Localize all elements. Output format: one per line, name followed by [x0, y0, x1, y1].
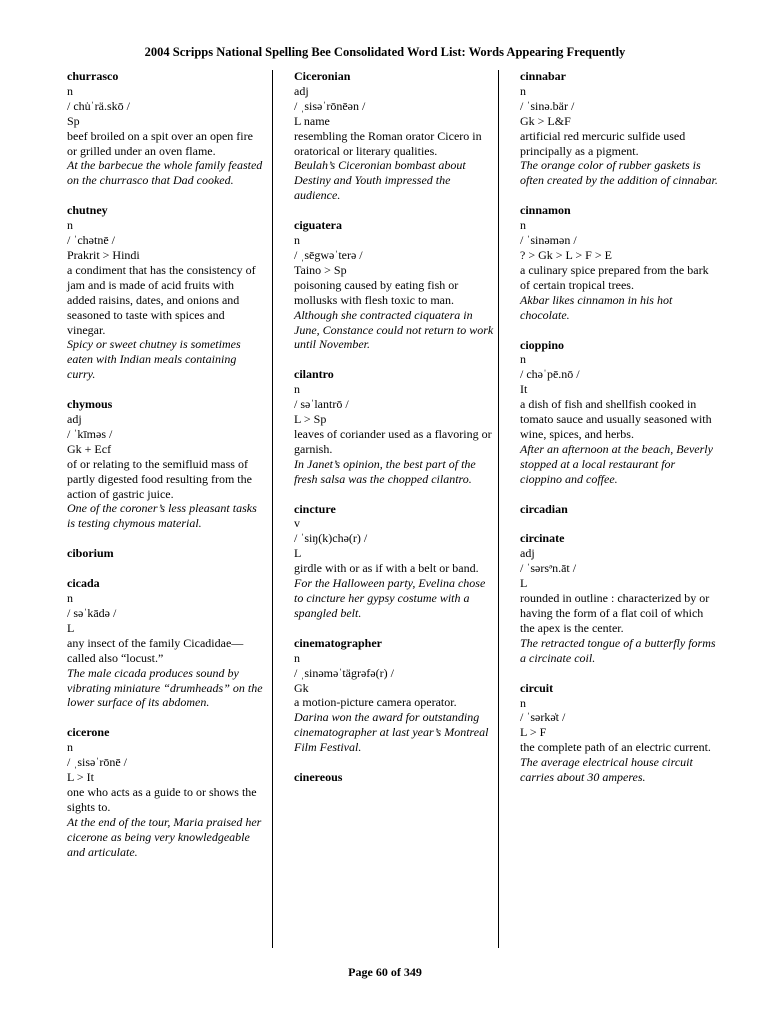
word-entry — [294, 69, 494, 203]
entry-etymology: Taino > Sp — [294, 262, 347, 277]
entry-definition: artificial red mercuric sulfide used principally as a pigment. — [520, 128, 686, 158]
entry-definition: the complete path of an electric current. — [520, 740, 711, 755]
word-entry — [294, 218, 494, 352]
entry-word: cicerone — [67, 725, 110, 740]
entry-etymology: Gk — [294, 680, 309, 695]
entry-definition: any insect of the family Cicadidae—called also “locust.” — [67, 635, 244, 665]
entry-word: circinate — [520, 531, 565, 546]
entry-pronunciation: / ˈsinə.bär / — [520, 98, 575, 113]
entry-example-sentence: At the end of the tour, Maria praised her cicerone as being very knowledgeable and articulate. — [67, 814, 262, 859]
entry-pronunciation: / səˈkādə / — [67, 606, 117, 620]
word-entry — [67, 576, 265, 710]
entry-pronunciation: / ˌsēgwəˈterə / — [294, 247, 363, 262]
column-divider — [272, 70, 273, 948]
word-entry — [520, 531, 720, 665]
entry-definition: of or relating to the semifluid mass of partly digested food resulting from the action of gastric juice. — [67, 456, 252, 501]
entry-word: cilantro — [294, 367, 334, 382]
entry-pronunciation: / ˈkīməs / — [67, 426, 113, 441]
entry-part-of-speech: n — [520, 218, 526, 233]
entry-definition: a culinary spice prepared from the bark of certain tropical trees. — [520, 262, 709, 292]
entry-part-of-speech: n — [67, 740, 73, 755]
entry-pronunciation: / ˈsinəmən / — [520, 233, 577, 248]
entry-example-sentence: Darina won the award for outstanding cinematographer at last year’s Montreal Film Festival. — [294, 710, 489, 755]
entry-pronunciation: / səˈlantrō / — [294, 397, 349, 412]
entry-part-of-speech: adj — [294, 83, 309, 98]
entry-part-of-speech: n — [67, 218, 73, 233]
word-column-1 — [67, 69, 265, 875]
entry-example-sentence: Beulah’s Ciceronian bombast about Destiny and Youth impressed the audience. — [294, 158, 466, 203]
word-entry — [294, 636, 494, 755]
entry-pronunciation: / chəˈpē.nō / — [520, 367, 580, 382]
entry-example-sentence: The average electrical house circuit carries about 30 amperes. — [520, 755, 693, 785]
entry-part-of-speech: n — [294, 233, 300, 248]
word-entry — [67, 725, 265, 859]
entry-etymology: Sp — [67, 113, 80, 128]
entry-definition: rounded in outline : characterized by or having the form of a flat coil of which the apex is the center. — [520, 591, 710, 635]
entry-part-of-speech: n — [67, 83, 73, 98]
entry-example-sentence: The orange color of rubber gaskets is often created by the addition of cinnabar. — [520, 158, 718, 188]
entry-word: chutney — [67, 203, 108, 218]
entry-part-of-speech: adj — [67, 412, 82, 427]
word-entry — [67, 397, 265, 531]
word-entry — [520, 69, 720, 188]
entry-definition: one who acts as a guide to or shows the sights to. — [67, 784, 257, 814]
entry-part-of-speech: n — [520, 695, 526, 710]
entry-example-sentence: Akbar likes cinnamon in his hot chocolate. — [520, 292, 673, 322]
entry-pronunciation: / ˌsinəməˈtägrəfə(r) / — [294, 665, 394, 680]
entry-word: cinnabar — [520, 69, 567, 83]
entry-word: cinematographer — [294, 635, 382, 650]
entry-pronunciation: / ˌsisəˈrōnē / — [67, 755, 127, 770]
word-entry — [520, 203, 720, 322]
entry-etymology: L name — [294, 113, 330, 128]
word-column-3 — [520, 69, 720, 800]
word-entry — [520, 681, 720, 785]
entry-definition: a motion-picture camera operator. — [294, 695, 457, 710]
word-entry — [67, 203, 265, 382]
entry-etymology: L — [294, 546, 302, 561]
word-entry — [294, 770, 494, 785]
entry-part-of-speech: adj — [520, 546, 535, 561]
entry-example-sentence: One of the coroner’s less pleasant tasks is testing chymous material. — [67, 501, 257, 531]
entry-definition: resembling the Roman orator Cicero in oratorical or literary qualities. — [294, 128, 482, 158]
word-entry — [294, 367, 494, 486]
entry-etymology: L > F — [520, 725, 547, 740]
word-column-2 — [294, 69, 494, 800]
entry-pronunciation: / ˈsərkə̇t / — [520, 710, 566, 725]
entry-pronunciation: / ˈsərsᵊn.āt / — [520, 561, 577, 576]
word-entry — [520, 338, 720, 487]
word-entry — [67, 69, 265, 188]
entry-etymology: ? > Gk > L > F > E — [520, 247, 612, 262]
entry-word: ciborium — [67, 546, 114, 561]
entry-word: ciguatera — [294, 218, 342, 233]
page-title: 2004 Scripps National Spelling Bee Consolidated Word List: Words Appearing Frequently — [144, 45, 626, 59]
entry-example-sentence: Spicy or sweet chutney is sometimes eaten with Indian meals containing curry. — [67, 337, 241, 382]
word-entry — [520, 502, 720, 517]
entry-etymology: It — [520, 382, 528, 397]
entry-example-sentence: For the Halloween party, Evelina chose to cincture her gypsy costume with a spangled belt. — [294, 576, 486, 620]
entry-example-sentence: Although she contracted ciquatera in June, Constance could not return to work until November. — [294, 307, 494, 352]
entry-part-of-speech: v — [294, 516, 300, 531]
entry-part-of-speech: n — [67, 591, 73, 606]
entry-word: circadian — [520, 501, 568, 516]
entry-example-sentence: The male cicada produces sound by vibrating miniature “drumheads” on the lower surface of its abdomen. — [67, 665, 263, 710]
entry-example-sentence: At the barbecue the whole family feasted on the churrasco that Dad cooked. — [67, 158, 263, 188]
entry-etymology: L > It — [67, 770, 94, 785]
entry-definition: girdle with or as if with a belt or band. — [294, 561, 479, 576]
entry-etymology: Gk > L&F — [520, 113, 571, 128]
entry-pronunciation: / ˈchətnē / — [67, 233, 115, 248]
word-entry — [294, 502, 494, 621]
entry-definition: leaves of coriander used as a flavoring or garnish. — [294, 426, 492, 456]
entry-word: Ciceronian — [294, 69, 351, 83]
entry-part-of-speech: n — [520, 352, 526, 367]
entry-word: cincture — [294, 501, 336, 516]
entry-example-sentence: In Janet’s opinion, the best part of the fresh salsa was the chopped cilantro. — [294, 456, 476, 486]
entry-word: churrasco — [67, 69, 119, 83]
entry-example-sentence: After an afternoon at the beach, Beverly stopped at a local restaurant for cioppino and coffee. — [520, 441, 713, 486]
entry-word: cioppino — [520, 337, 565, 352]
entry-part-of-speech: n — [294, 650, 300, 665]
entry-definition: a condiment that has the consistency of jam and is made of acid fruits with added raisins, dates, and onions and seasoned to taste with spices and vinegar. — [67, 262, 256, 337]
column-divider — [498, 70, 499, 948]
entry-part-of-speech: n — [520, 83, 526, 98]
word-entry — [67, 546, 265, 561]
entry-word: cicada — [67, 576, 100, 591]
entry-word: circuit — [520, 680, 554, 695]
entry-pronunciation: / ˌsisəˈrōnēən / — [294, 98, 366, 113]
entry-etymology: Prakrit > Hindi — [67, 247, 140, 262]
entry-word: cinnamon — [520, 203, 571, 218]
entry-etymology: L > Sp — [294, 412, 327, 427]
entry-definition: beef broiled on a spit over an open fire or grilled under an oven flame. — [67, 128, 253, 158]
entry-pronunciation: / chu̇ˈrä.skō / — [67, 98, 130, 113]
entry-definition: a dish of fish and shellfish cooked in tomato sauce and usually seasoned with wine, spices, and herbs. — [520, 397, 712, 441]
entry-example-sentence: The retracted tongue of a butterfly forms a circinate coil. — [520, 635, 716, 665]
entry-definition: poisoning caused by eating fish or mollusks with flesh toxic to man. — [294, 277, 459, 307]
entry-etymology: L — [520, 576, 528, 591]
entry-part-of-speech: n — [294, 382, 300, 397]
entry-pronunciation: / ˈsiŋ(k)chə(r) / — [294, 531, 368, 546]
page-number: Page 60 of 349 — [348, 965, 422, 979]
entry-etymology: L — [67, 620, 75, 635]
entry-word: cinereous — [294, 770, 343, 785]
entry-word: chymous — [67, 397, 113, 412]
entry-etymology: Gk + Ecf — [67, 441, 112, 456]
